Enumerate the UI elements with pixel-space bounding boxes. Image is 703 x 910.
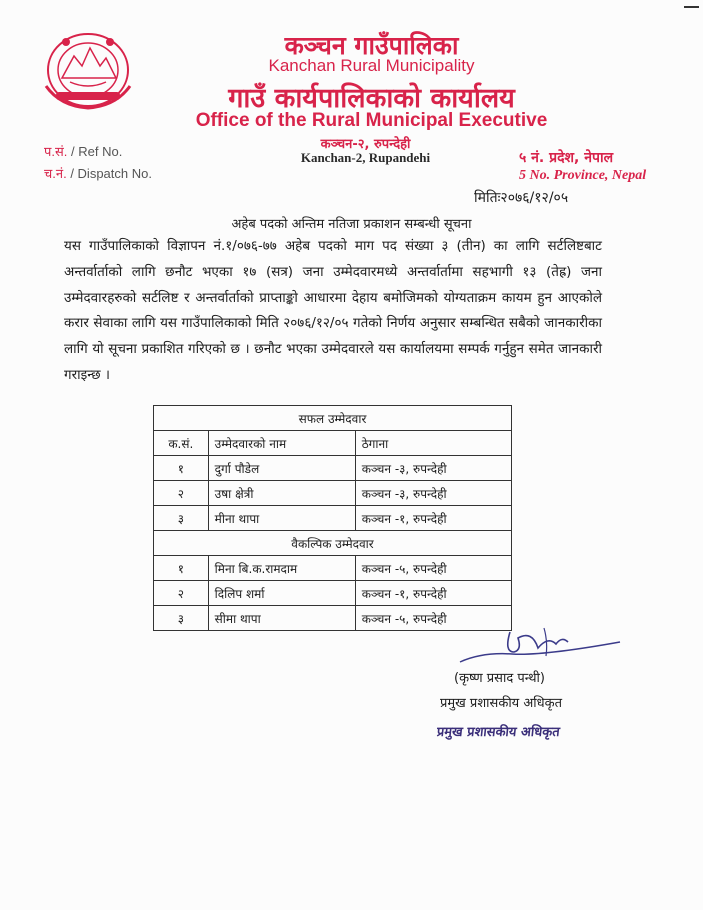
address-english: Kanchan-2, Rupandehi (300, 150, 431, 165)
signatory-title: प्रमुख प्रशासकीय अधिकृत (440, 696, 563, 711)
table-row (154, 556, 512, 581)
office-name-nepali: गाउँ कार्यपालिकाको कार्यालय (228, 83, 515, 114)
table-row (154, 456, 512, 481)
serial-cell: २ (154, 481, 209, 506)
name-cell: मिना बि.क.रामदाम (208, 556, 355, 581)
handwritten-signature (452, 622, 622, 666)
name-cell: दिलिप शर्मा (208, 581, 355, 606)
ref-number-label (44, 142, 122, 160)
dispatch-label-nepali: च.नं. (44, 166, 67, 181)
header-address: ठेगाना (355, 431, 511, 456)
serial-cell: ३ (154, 506, 209, 531)
office-name-english: Office of the Rural Municipal Executive (195, 110, 548, 131)
table-section-title-row (154, 406, 512, 431)
ref-label-nepali: प.सं. (44, 144, 68, 159)
address-cell: कञ्चन -३, रुपन्देही (355, 481, 511, 506)
dispatch-label-english: / Dispatch No. (66, 166, 152, 181)
address-cell: कञ्चन -५, रुपन्देही (355, 556, 511, 581)
serial-cell: १ (154, 556, 209, 581)
notice-body: यस गाउँपालिकाको विज्ञापन नं.१/०७६-७७ अहेब पदको माग पद संख्या ३ (तीन) का लागि सर्टलिष्टबाट अन्तर्वार्ताको लागि छनौट भएका १७ (सत्र) जना उम्मेदवारमध्ये अन्तर्वार्तामा सहभागी १३ (तेह्र) जना उम्मेदवारहरुको सर्टलिष्ट र अन्तर्वार्ताको प्राप्ताङ्को आधारमा देहाय बमोजिमको योग्यताक्रम कायम हुन आएकोले करार सेवाका लागि यस गाउँपालिकाको मिति २०७६/१२/०५ गतेको निर्णय अनुसार सम्बन्धित सबैको जानकारीका लागि यो सूचना प्रकाशित गरिएको छ । छनौट भएका उम्मेदवारले यस कार्यालयमा सम्पर्क गर्नुहुन समेत जानकारी गराइन्छ । (64, 238, 602, 383)
province-english: 5 No. Province, Nepal (519, 168, 647, 183)
address-cell: कञ्चन -५, रुपन्देही (355, 606, 511, 631)
dispatch-number-label (44, 164, 152, 182)
alternate-candidates-title: वैकल्पिक उम्मेदवार (154, 531, 512, 556)
table-row (154, 506, 512, 531)
serial-cell: २ (154, 581, 209, 606)
province-nepali: ५ नं. प्रदेश, नेपाल (519, 150, 614, 166)
table-row (154, 581, 512, 606)
notice-subject: अहेब पदको अन्तिम नतिजा प्रकाशन सम्बन्धी सूचना (231, 217, 472, 232)
name-cell: मीना थापा (208, 506, 355, 531)
header-name: उम्मेदवारको नाम (208, 431, 355, 456)
table-section-title-row (154, 531, 512, 556)
address-nepali: कञ्चन-२, रुपन्देही (320, 137, 411, 152)
page-edge-mark (684, 6, 699, 8)
municipality-name-nepali: कञ्चन गाउँपालिका (284, 31, 459, 60)
address-cell: कञ्चन -३, रुपन्देही (355, 456, 511, 481)
signatory-name: (कृष्ण प्रसाद पन्थी) (454, 671, 545, 686)
address-cell: कञ्चन -१, रुपन्देही (355, 506, 511, 531)
address-cell: कञ्चन -१, रुपन्देही (355, 581, 511, 606)
name-cell: दुर्गा पौडेल (208, 456, 355, 481)
ref-label-english: / Ref No. (67, 144, 123, 159)
results-table (153, 405, 512, 631)
serial-cell: १ (154, 456, 209, 481)
selected-candidates-title: सफल उम्मेदवार (154, 406, 512, 431)
header-serial: क.सं. (154, 431, 209, 456)
municipality-name-english: Kanchan Rural Municipality (268, 56, 475, 75)
official-stamp: प्रमुख प्रशासकीय अधिकृत (436, 725, 561, 740)
name-cell: सीमा थापा (208, 606, 355, 631)
table-row (154, 481, 512, 506)
notice-date: मितिः२०७६/१२/०५ (474, 190, 569, 206)
serial-cell: ३ (154, 606, 209, 631)
name-cell: उषा क्षेत्री (208, 481, 355, 506)
table-header-row (154, 431, 512, 456)
